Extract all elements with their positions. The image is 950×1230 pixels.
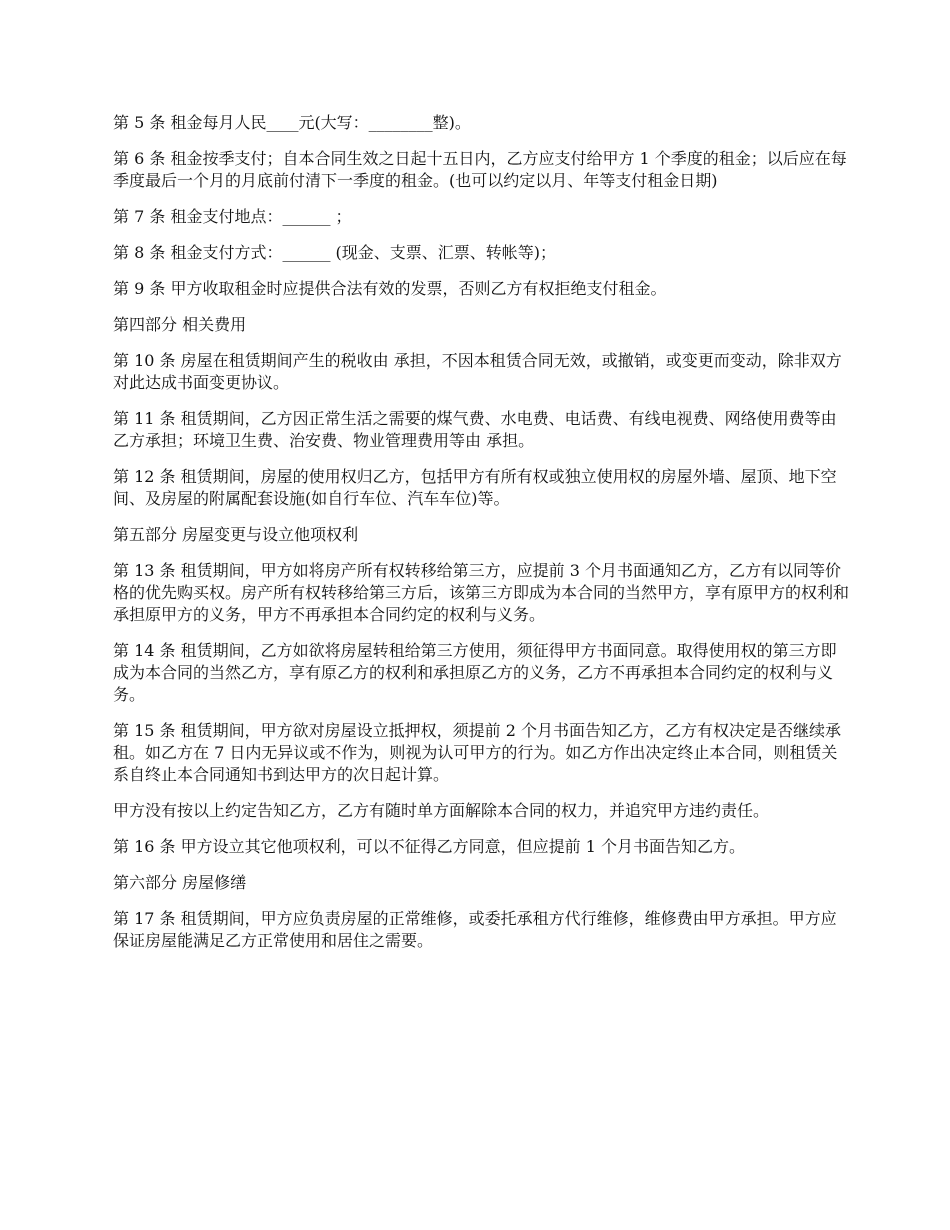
clause-11: 第 11 条 租赁期间，乙方因正常生活之需要的煤气费、水电费、电话费、有线电视费、网络使用费等由乙方承担；环境卫生费、治安费、物业管理费用等由 承担。 <box>113 409 837 450</box>
clause-15-supplement: 甲方没有按以上约定告知乙方，乙方有随时单方面解除本合同的权力，并追究甲方违约责任。 <box>113 801 770 820</box>
clause-13: 第 13 条 租赁期间，甲方如将房产所有权转移给第三方，应提前 3 个月书面通知乙方，乙方有以同等价格的优先购买权。房产所有权转移给第三方后，该第三方即成为本合同的当然甲方，享有原甲方的权利和承担原甲方的义务，甲方不再承担本合同约定的权利与义务。 <box>113 561 850 624</box>
section-heading-part-4: 第四部分 相关费用 <box>113 315 247 334</box>
clause-17: 第 17 条 租赁期间，甲方应负责房屋的正常维修，或委托承租方代行维修，维修费由甲方承担。甲方应保证房屋能满足乙方正常使用和居住之需要。 <box>113 909 837 950</box>
clause-5: 第 5 条 租金每月人民____元(大写：________整)。 <box>113 113 471 132</box>
clause-14: 第 14 条 租赁期间，乙方如欲将房屋转租给第三方使用，须征得甲方书面同意。取得使用权的第三方即成为本合同的当然乙方，享有原乙方的权利和承担原乙方的义务，乙方不再承担本合同约定的权利与义务。 <box>113 641 837 704</box>
section-heading-part-5: 第五部分 房屋变更与设立他项权利 <box>113 525 359 544</box>
document-page <box>113 112 850 966</box>
clause-16: 第 16 条 甲方设立其它他项权利，可以不征得乙方同意，但应提前 1 个月书面告知乙方。 <box>113 837 745 856</box>
clause-6: 第 6 条 租金按季支付；自本合同生效之日起十五日内，乙方应支付给甲方 1 个季度的租金；以后应在每季度最后一个月的月底前付清下一季度的租金。(也可以约定以月、年等支付租金日期) <box>113 149 847 190</box>
clause-12: 第 12 条 租赁期间，房屋的使用权归乙方，包括甲方有所有权或独立使用权的房屋外墙、屋顶、地下空间、及房屋的附属配套设施(如自行车位、汽车车位)等。 <box>113 467 837 508</box>
clause-9: 第 9 条 甲方收取租金时应提供合法有效的发票，否则乙方有权拒绝支付租金。 <box>113 279 667 298</box>
clause-8: 第 8 条 租金支付方式：______ (现金、支票、汇票、转帐等)； <box>113 243 557 262</box>
clause-15: 第 15 条 租赁期间，甲方欲对房屋设立抵押权，须提前 2 个月书面告知乙方，乙方有权决定是否继续承租。如乙方在 7 日内无异议或不作为，则视为认可甲方的行为。如乙方作出决定终止本合同，则租赁关系自终止本合同通知书到达甲方的次日起计算。 <box>113 721 841 784</box>
clause-7: 第 7 条 租金支付地点：______ ； <box>113 207 352 226</box>
section-heading-part-6: 第六部分 房屋修缮 <box>113 873 247 892</box>
clause-10: 第 10 条 房屋在租赁期间产生的税收由 承担，不因本租赁合同无效，或撤销，或变更而变动，除非双方对此达成书面变更协议。 <box>113 351 842 392</box>
